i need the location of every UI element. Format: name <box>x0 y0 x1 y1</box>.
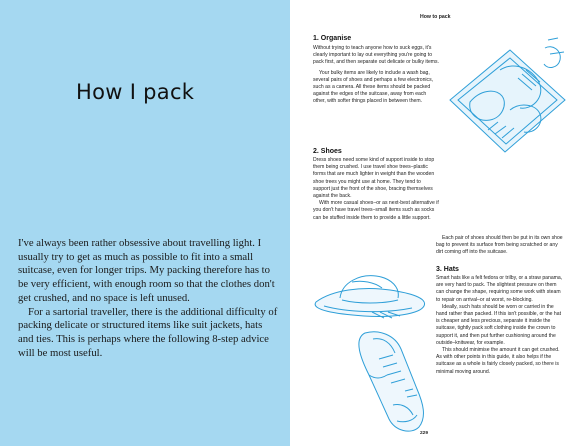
intro-paragraph-2: For a sartorial traveller, there is the additional difficulty of packing delicate or structured items like suit jackets, hats and ties. This is perhaps where the following 8-step advice will be most useful. <box>18 305 278 359</box>
shoes-paragraph-3: Each pair of shoes should then be put in its own shoe bag to prevent its surface from being scratched or any dirt coming off into the suitcase. <box>436 235 563 256</box>
section-hats-body <box>436 275 566 376</box>
section-shoes-body <box>313 157 439 222</box>
intro-text <box>18 237 280 360</box>
right-page <box>290 0 580 446</box>
page-number: 229 <box>420 431 429 436</box>
hats-paragraph-3: This should minimise the amount it can get crushed. As with other points in this guide, it also helps if the suitcase as a whole is fairly closely packed, so there is minimal moving around. <box>436 347 560 375</box>
organise-paragraph-2: Your bulky items are likely to include a wash bag, several pairs of shoes and perhaps a few electronics, such as a camera. All these items should be packed against the edges of the suitcase, away from each other, with softer things placed in between them. <box>313 69 434 105</box>
suitcase-illustration <box>440 30 572 160</box>
page-title: How I pack <box>76 80 195 104</box>
intro-paragraph-1: I've always been rather obsessive about travelling light. I usually try to get as much as possible to fit into a small suitcase, even for longer trips. My packing therefore has to be very efficient, with enough room so that the clothes don't get crushed, and no space is left unused. <box>18 237 275 304</box>
shoes-paragraph-2: With more casual shoes–or as next-best alternative if you don't have travel trees–small items such as socks can be stuffed inside them to provide a little support. <box>313 200 439 221</box>
section-organise-title: 1. Organise <box>313 35 352 42</box>
hats-paragraph-2: Ideally, such hats should be worn or carried in the hand rather than packed. If this isn't possible, or the hat is cheaper and less precious, separate it inside the suitcase, tightly pack soft clothing inside the crown to support it, and then put further cushioning around the outside–knitwear, for example. <box>436 303 561 346</box>
shoes-paragraph-1: Dress shoes need some kind of support inside to stop them being crushed. I use travel shoe trees–plastic forms that are much lighter in weight than the wooden shoe trees you might use at home. They tend to support just the front of the shoe, bracing themselves against the back. <box>313 157 435 200</box>
section-hats-title: 3. Hats <box>436 266 459 273</box>
hat-illustration <box>312 268 432 326</box>
running-head: How to pack <box>420 14 451 20</box>
shoe-illustration <box>335 325 440 437</box>
hats-paragraph-1: Smart hats like a felt fedora or trilby, or a straw panama, are very hard to pack. The slightest pressure on them can change the shape, requiring some work with steam to repair on arrival–or at worst, re-blocking. <box>436 275 563 303</box>
shoes-continued <box>436 235 566 257</box>
section-shoes-title: 2. Shoes <box>313 148 342 155</box>
organise-paragraph-1: Without trying to teach anyone how to suck eggs, it's clearly important to lay out everything you're going to pack first, and then separate out delicate or bulky items. <box>313 45 439 66</box>
section-organise-body <box>313 45 439 106</box>
